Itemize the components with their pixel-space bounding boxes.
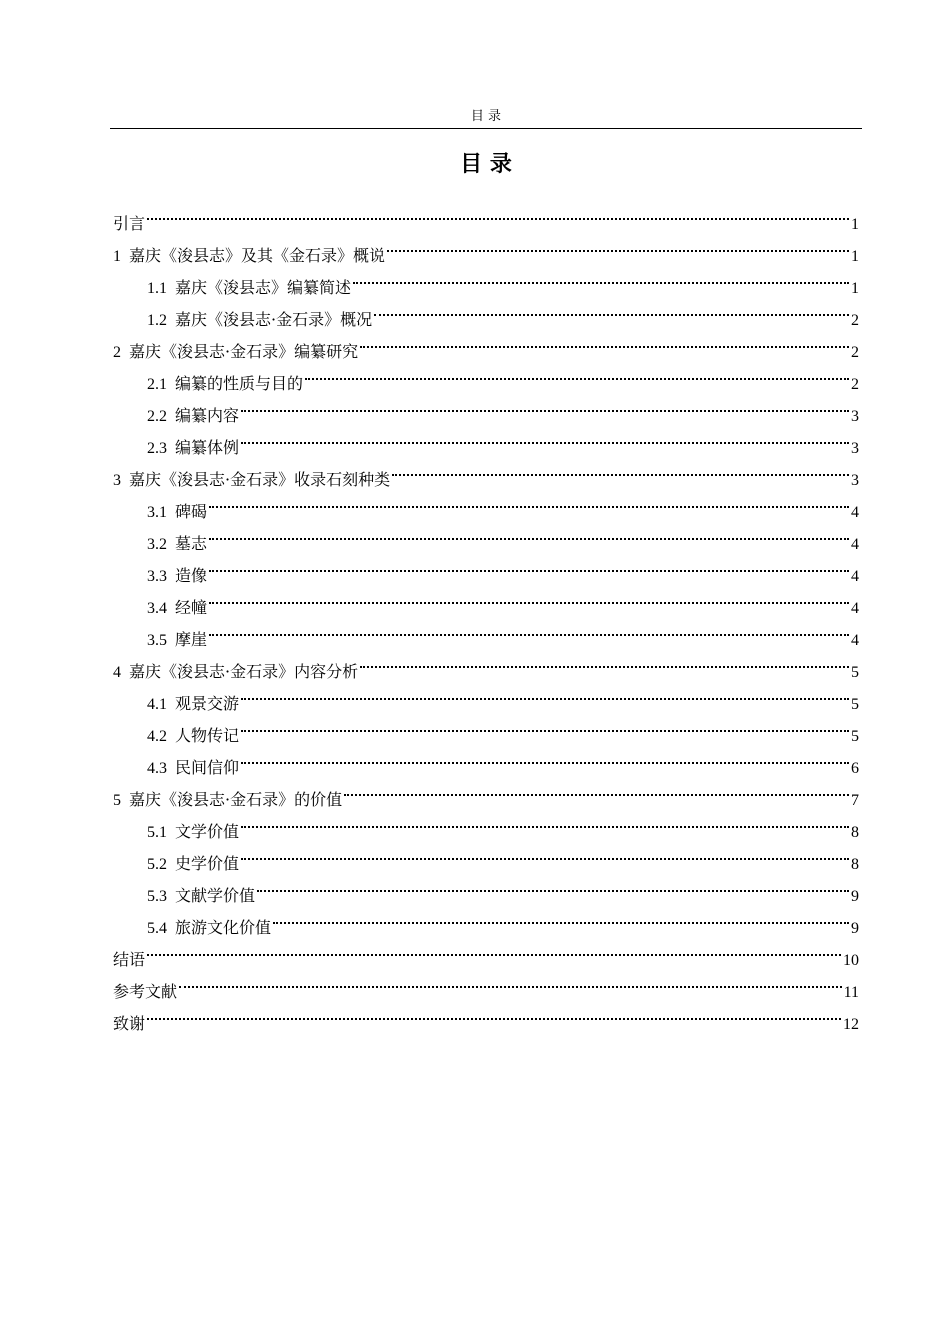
running-header: 目 录 bbox=[470, 109, 502, 124]
toc-entry-number: 3.4 bbox=[147, 600, 167, 617]
toc-dot-leader bbox=[209, 581, 849, 613]
toc-entry-title: 嘉庆《浚县志》编纂简述 bbox=[175, 278, 352, 297]
toc-entry-page-number: 8 bbox=[851, 824, 859, 841]
toc-entry-title: 编纂的性质与目的 bbox=[175, 374, 304, 393]
toc-dot-leader bbox=[360, 325, 849, 357]
toc-dot-leader bbox=[241, 389, 849, 421]
toc-entry-number: 5.3 bbox=[147, 888, 167, 905]
toc-entry-page-number: 4 bbox=[851, 600, 859, 617]
toc-dot-leader bbox=[241, 805, 849, 837]
toc-entry-page-number: 3 bbox=[851, 408, 859, 425]
toc-entry[interactable] bbox=[113, 933, 859, 969]
page-title: 目 录 bbox=[460, 152, 512, 177]
toc-entry-number: 3.1 bbox=[147, 504, 167, 521]
toc-entry[interactable] bbox=[113, 549, 859, 585]
toc-entry-page-number: 3 bbox=[851, 472, 859, 489]
toc-entry-number: 3 bbox=[113, 472, 121, 489]
toc-dot-leader bbox=[209, 485, 849, 517]
toc-entry-title: 摩崖 bbox=[175, 630, 208, 649]
toc-entry-page-number: 10 bbox=[843, 952, 859, 969]
toc-entry-page-number: 4 bbox=[851, 568, 859, 585]
toc-entry[interactable] bbox=[113, 997, 859, 1033]
toc-entry-title: 结语 bbox=[113, 950, 146, 969]
toc-entry-title: 参考文献 bbox=[113, 982, 178, 1001]
toc-entry-number: 1.2 bbox=[147, 312, 167, 329]
toc-entry[interactable] bbox=[113, 965, 859, 1001]
toc-entry-page-number: 2 bbox=[851, 344, 859, 361]
toc-entry-title: 嘉庆《浚县志》及其《金石录》概说 bbox=[129, 246, 386, 265]
toc-dot-leader bbox=[241, 677, 849, 709]
toc-entry-page-number: 1 bbox=[851, 280, 859, 297]
toc-entry-page-number: 9 bbox=[851, 888, 859, 905]
toc-entry-title: 旅游文化价值 bbox=[175, 918, 272, 937]
toc-dot-leader bbox=[241, 709, 849, 741]
toc-entry-title: 史学价值 bbox=[175, 854, 240, 873]
toc-entry-title: 致谢 bbox=[113, 1014, 146, 1033]
toc-entry-page-number: 2 bbox=[851, 376, 859, 393]
toc-dot-leader bbox=[147, 997, 841, 1029]
toc-entry-title: 经幢 bbox=[175, 598, 208, 617]
toc-entry-title: 引言 bbox=[113, 214, 146, 233]
toc-dot-leader bbox=[147, 933, 841, 965]
toc-entry-title: 嘉庆《浚县志·金石录》内容分析 bbox=[129, 662, 359, 681]
toc-dot-leader bbox=[273, 901, 849, 933]
toc-entry-page-number: 7 bbox=[851, 792, 859, 809]
toc-entry[interactable] bbox=[113, 613, 859, 649]
toc-entry-page-number: 6 bbox=[851, 760, 859, 777]
toc-dot-leader bbox=[374, 293, 849, 325]
toc-entry[interactable] bbox=[113, 645, 859, 681]
table-of-contents bbox=[113, 197, 859, 1033]
toc-entry-title: 文学价值 bbox=[175, 822, 240, 841]
toc-entry-title: 造像 bbox=[175, 566, 208, 585]
toc-dot-leader bbox=[147, 197, 849, 229]
toc-entry-title: 碑碣 bbox=[175, 502, 208, 521]
toc-entry-title: 文献学价值 bbox=[175, 886, 256, 905]
toc-entry[interactable] bbox=[113, 517, 859, 553]
toc-entry-page-number: 4 bbox=[851, 504, 859, 521]
toc-entry-page-number: 9 bbox=[851, 920, 859, 937]
toc-entry-number: 1.1 bbox=[147, 280, 167, 297]
toc-entry-number: 5.4 bbox=[147, 920, 167, 937]
toc-entry-page-number: 1 bbox=[851, 248, 859, 265]
toc-dot-leader bbox=[209, 517, 849, 549]
toc-entry-number: 5.2 bbox=[147, 856, 167, 873]
toc-entry-page-number: 1 bbox=[851, 216, 859, 233]
toc-dot-leader bbox=[257, 869, 849, 901]
toc-entry-number: 3.3 bbox=[147, 568, 167, 585]
toc-entry-number: 5.1 bbox=[147, 824, 167, 841]
toc-entry[interactable] bbox=[113, 229, 859, 265]
toc-entry-page-number: 11 bbox=[843, 984, 859, 1001]
toc-dot-leader bbox=[305, 357, 849, 389]
toc-entry-page-number: 5 bbox=[851, 664, 859, 681]
toc-dot-leader bbox=[241, 837, 849, 869]
toc-entry[interactable] bbox=[113, 581, 859, 617]
toc-entry-title: 人物传记 bbox=[175, 726, 240, 745]
toc-entry-number: 5 bbox=[113, 792, 121, 809]
toc-entry[interactable] bbox=[113, 197, 859, 233]
toc-entry-number: 4.2 bbox=[147, 728, 167, 745]
toc-entry-page-number: 4 bbox=[851, 632, 859, 649]
toc-entry-title: 嘉庆《浚县志·金石录》收录石刻种类 bbox=[129, 470, 391, 489]
toc-entry-title: 编纂内容 bbox=[175, 406, 240, 425]
toc-entry-page-number: 5 bbox=[851, 696, 859, 713]
toc-entry-title: 墓志 bbox=[175, 534, 208, 553]
toc-entry-title: 嘉庆《浚县志·金石录》的价值 bbox=[129, 790, 343, 809]
toc-dot-leader bbox=[353, 261, 849, 293]
toc-entry-title: 编纂体例 bbox=[175, 438, 240, 457]
toc-entry-number: 2.1 bbox=[147, 376, 167, 393]
toc-dot-leader bbox=[387, 229, 849, 261]
toc-dot-leader bbox=[209, 613, 849, 645]
toc-dot-leader bbox=[392, 453, 849, 485]
toc-entry-page-number: 8 bbox=[851, 856, 859, 873]
toc-entry-number: 1 bbox=[113, 248, 121, 265]
header-rule bbox=[110, 128, 862, 129]
toc-entry-number: 2 bbox=[113, 344, 121, 361]
toc-entry-title: 观景交游 bbox=[175, 694, 240, 713]
toc-entry-number: 4.1 bbox=[147, 696, 167, 713]
toc-dot-leader bbox=[179, 965, 842, 997]
toc-dot-leader bbox=[241, 421, 849, 453]
toc-dot-leader bbox=[344, 773, 849, 805]
toc-entry-page-number: 2 bbox=[851, 312, 859, 329]
toc-entry[interactable] bbox=[113, 485, 859, 521]
toc-entry-page-number: 12 bbox=[843, 1016, 859, 1033]
toc-entry-number: 2.3 bbox=[147, 440, 167, 457]
toc-entry-number: 4 bbox=[113, 664, 121, 681]
toc-entry-number: 3.2 bbox=[147, 536, 167, 553]
toc-entry-number: 3.5 bbox=[147, 632, 167, 649]
toc-dot-leader bbox=[241, 741, 849, 773]
toc-dot-leader bbox=[209, 549, 849, 581]
toc-entry-page-number: 5 bbox=[851, 728, 859, 745]
toc-entry-title: 嘉庆《浚县志·金石录》编纂研究 bbox=[129, 342, 359, 361]
toc-entry-page-number: 3 bbox=[851, 440, 859, 457]
toc-entry-title: 民间信仰 bbox=[175, 758, 240, 777]
toc-dot-leader bbox=[360, 645, 849, 677]
toc-entry-number: 4.3 bbox=[147, 760, 167, 777]
toc-entry-page-number: 4 bbox=[851, 536, 859, 553]
toc-entry-number: 2.2 bbox=[147, 408, 167, 425]
toc-entry-title: 嘉庆《浚县志·金石录》概况 bbox=[175, 310, 373, 329]
